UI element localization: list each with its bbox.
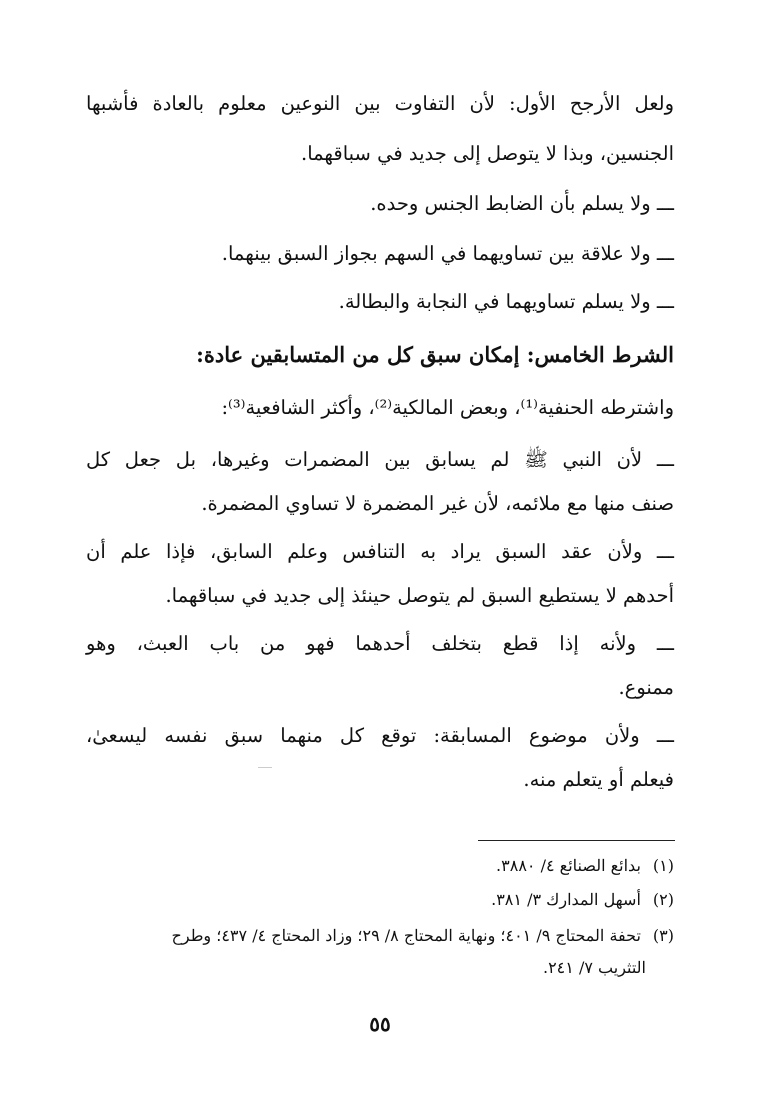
text-line: فيعلم أو يتعلم منه. bbox=[523, 768, 674, 791]
text-line: صنف منها مع ملائمه، لأن غير المضمرة لا تساوي المضمرة. bbox=[201, 492, 674, 515]
page-number: ٥٥ bbox=[369, 1012, 391, 1036]
list-item: ـــ ولا علاقة بين تساويهما في السهم بجواز السبق بينهما. bbox=[221, 242, 674, 265]
list-item: ـــ ولأن موضوع المسابقة: توقع كل منهما سبق نفسه ليسعىٰ، bbox=[86, 724, 674, 747]
section-heading: الشرط الخامس: إمكان سبق كل من المتسابقين عادة: bbox=[196, 342, 674, 367]
footnote-text: تحفة المحتاج ٩/ ٤٠١؛ ونهاية المحتاج ٨/ ٢٩؛ وزاد المحتاج ٤/ ٤٣٧؛ وطرح bbox=[171, 926, 641, 945]
footnote bbox=[491, 890, 674, 909]
list-item: ـــ لأن النبي ﷺ لم يسابق بين المضمرات وغيرها، بل جعل كل bbox=[86, 448, 674, 471]
footnote-number: (١) bbox=[652, 856, 674, 875]
text-line: واشترطه الحنفية⁽¹⁾، وبعض المالكية⁽²⁾، وأكثر الشافعية⁽³⁾: bbox=[221, 396, 674, 419]
list-item: ـــ ولا يسلم تساويهما في النجابة والبطالة. bbox=[338, 290, 674, 313]
list-item: ـــ ولأن عقد السبق يراد به التنافس وعلم السابق، فإذا علم أن bbox=[86, 540, 674, 563]
footnote bbox=[172, 926, 674, 945]
footnote-text: بدائع الصنائع ٤/ ٣٨٨٠. bbox=[496, 856, 641, 875]
footnote bbox=[496, 856, 674, 875]
list-item: ـــ ولأنه إذا قطع بتخلف أحدهما فهو من باب العبث، وهو bbox=[86, 632, 674, 655]
footnote-number: (٢) bbox=[652, 890, 674, 909]
footnote-divider bbox=[478, 840, 675, 841]
text-line: أحدهم لا يستطيع السبق لم يتوصل حينئذ إلى جديد في سباقهما. bbox=[165, 584, 674, 607]
paper-speck bbox=[258, 767, 272, 768]
text-line: الجنسين، وبذا لا يتوصل إلى جديد في سباقهما. bbox=[301, 142, 674, 165]
footnote-number: (٣) bbox=[652, 926, 674, 945]
footnote-continuation: التثريب ٧/ ٢٤١. bbox=[542, 958, 646, 977]
text-line: ولعل الأرجح الأول: لأن التفاوت بين النوعين معلوم بالعادة فأشبها bbox=[86, 92, 674, 115]
text-line: ممنوع. bbox=[618, 676, 674, 699]
list-item: ـــ ولا يسلم بأن الضابط الجنس وحده. bbox=[370, 192, 674, 215]
footnote-text: أسهل المدارك ٣/ ٣٨١. bbox=[491, 890, 641, 909]
